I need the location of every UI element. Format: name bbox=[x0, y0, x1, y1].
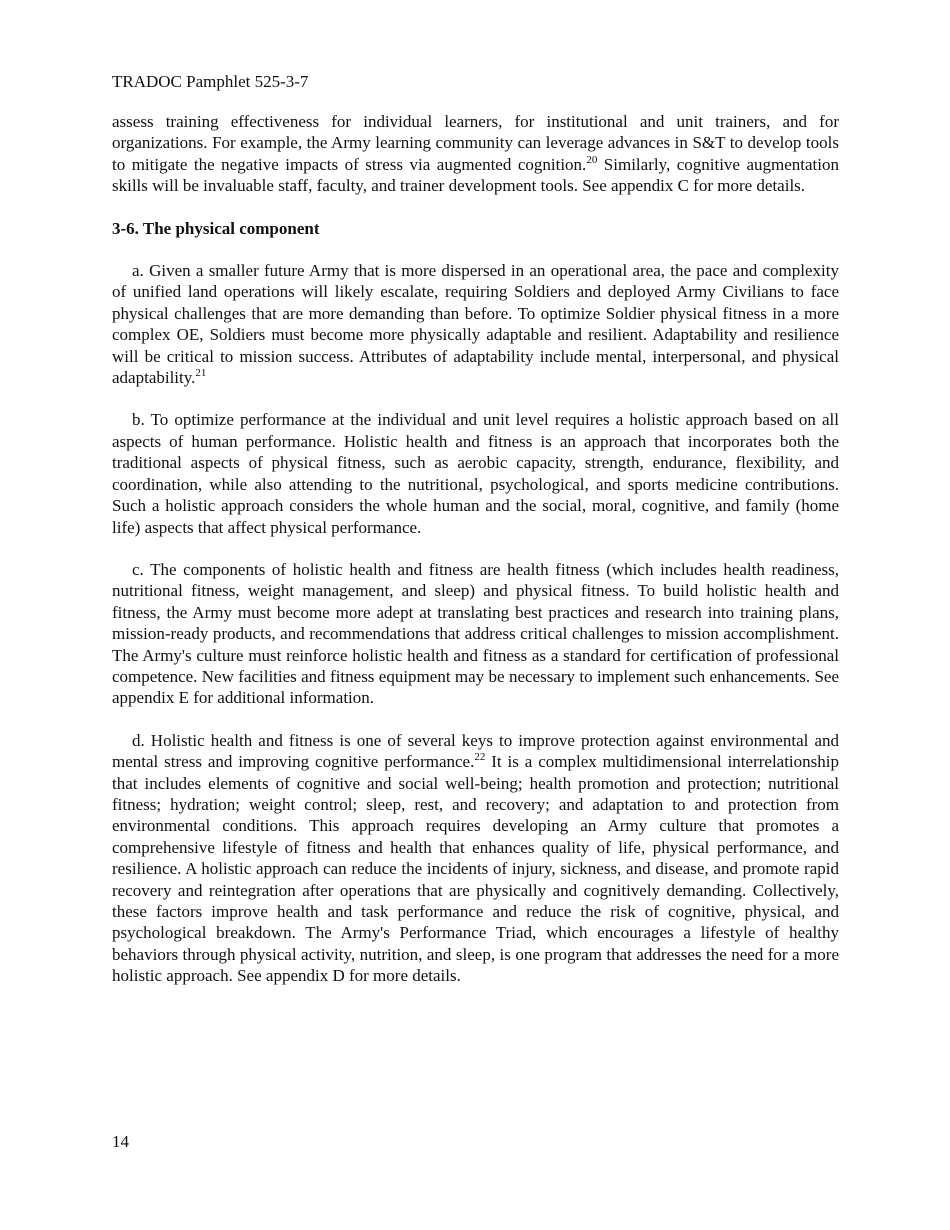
intro-text-part-1: assess training effectiveness for individual learners, for institutional and unit trainers, and for organizations. For example, the Army learning community can leverage advances in S&T to develop tools to mitigate the negative impacts of stress via augmented cognition. bbox=[112, 112, 839, 174]
section-heading: 3-6. The physical component bbox=[112, 218, 320, 238]
footnote-reference-22: 22 bbox=[474, 751, 486, 764]
paragraph-d-text-part-2: It is a complex multidimensional interrelationship that includes elements of cognitive and social well-being; health promotion and protection; nutritional fitness; hydration; weight control; sleep, rest, and recovery; and adaptation to and protection from environmental conditions. This approach requires developing an Army culture that promotes a comprehensive lifestyle of fitness and health that enhances quality of life, physical performance, and resilience. A holistic approach can reduce the incidents of injury, sickness, and disease, and promote rapid recovery and reintegration after operations that are physically and cognitively demanding. Collectively, these factors improve health and task performance and reduce the risk of cognitive, physical, and psychological breakdown. The Army's Performance Triad, which encourages a lifestyle of healthy behaviors through physical activity, nutrition, and sleep, is one program that addresses the need for a more holistic approach. See appendix D for more details. bbox=[112, 752, 839, 986]
footnote-reference-20: 20 bbox=[586, 153, 598, 166]
paragraph-a-text: a. Given a smaller future Army that is more dispersed in an operational area, the pace and complexity of unified land operations will likely escalate, requiring Soldiers and deployed Army Civilians to face physical challenges that are more demanding than before. To optimize Soldier physical fitness in a more complex OE, Soldiers must become more physically adaptable and resilient. Adaptability and resilience will be critical to mission success. Attributes of adaptability include mental, interpersonal, and physical adaptability. bbox=[112, 261, 839, 388]
paragraph-spacer bbox=[112, 388, 839, 409]
running-header: TRADOC Pamphlet 525-3-7 bbox=[112, 72, 309, 91]
paragraph-a bbox=[112, 260, 839, 388]
intro-paragraph bbox=[112, 111, 839, 197]
paragraph-spacer bbox=[112, 197, 839, 218]
paragraph-b: b. To optimize performance at the individual and unit level requires a holistic approach based on all aspects of human performance. Holistic health and fitness is an approach that incorporates both the traditional aspects of physical fitness, such as aerobic capacity, strength, endurance, flexibility, and coordination, while also attending to the nutritional, psychological, and sports medicine contributions. Such a holistic approach considers the whole human and the social, moral, cognitive, and family (home life) aspects that affect physical performance. bbox=[112, 410, 839, 537]
intro-text-part-2: Similarly, cognitive augmentation skills will be invaluable staff, faculty, and trainer development tools. See appendix C for more details. bbox=[112, 154, 839, 196]
page-body bbox=[112, 111, 839, 987]
footnote-reference-21: 21 bbox=[195, 367, 207, 380]
paragraph-spacer bbox=[112, 538, 839, 559]
page-number: 14 bbox=[112, 1132, 129, 1151]
paragraph-c: c. The components of holistic health and fitness are health fitness (which includes health readiness, nutritional fitness, weight management, and sleep) and physical fitness. To build holistic health and fitness, the Army must become more adept at translating best practices and research into training plans, mission-ready products, and recommendations that address critical challenges to mission accomplishment. The Army's culture must reinforce holistic health and fitness as a standard for certification of professional competence. New facilities and fitness equipment may be necessary to implement such enhancements. See appendix E for additional information. bbox=[112, 559, 839, 708]
paragraph-spacer bbox=[112, 709, 839, 730]
paragraph-spacer bbox=[112, 239, 839, 260]
paragraph-d-text-part-1: d. Holistic health and fitness is one of several keys to improve protection against environmental and mental stress and improving cognitive performance. bbox=[112, 730, 839, 772]
paragraph-d bbox=[112, 730, 839, 987]
